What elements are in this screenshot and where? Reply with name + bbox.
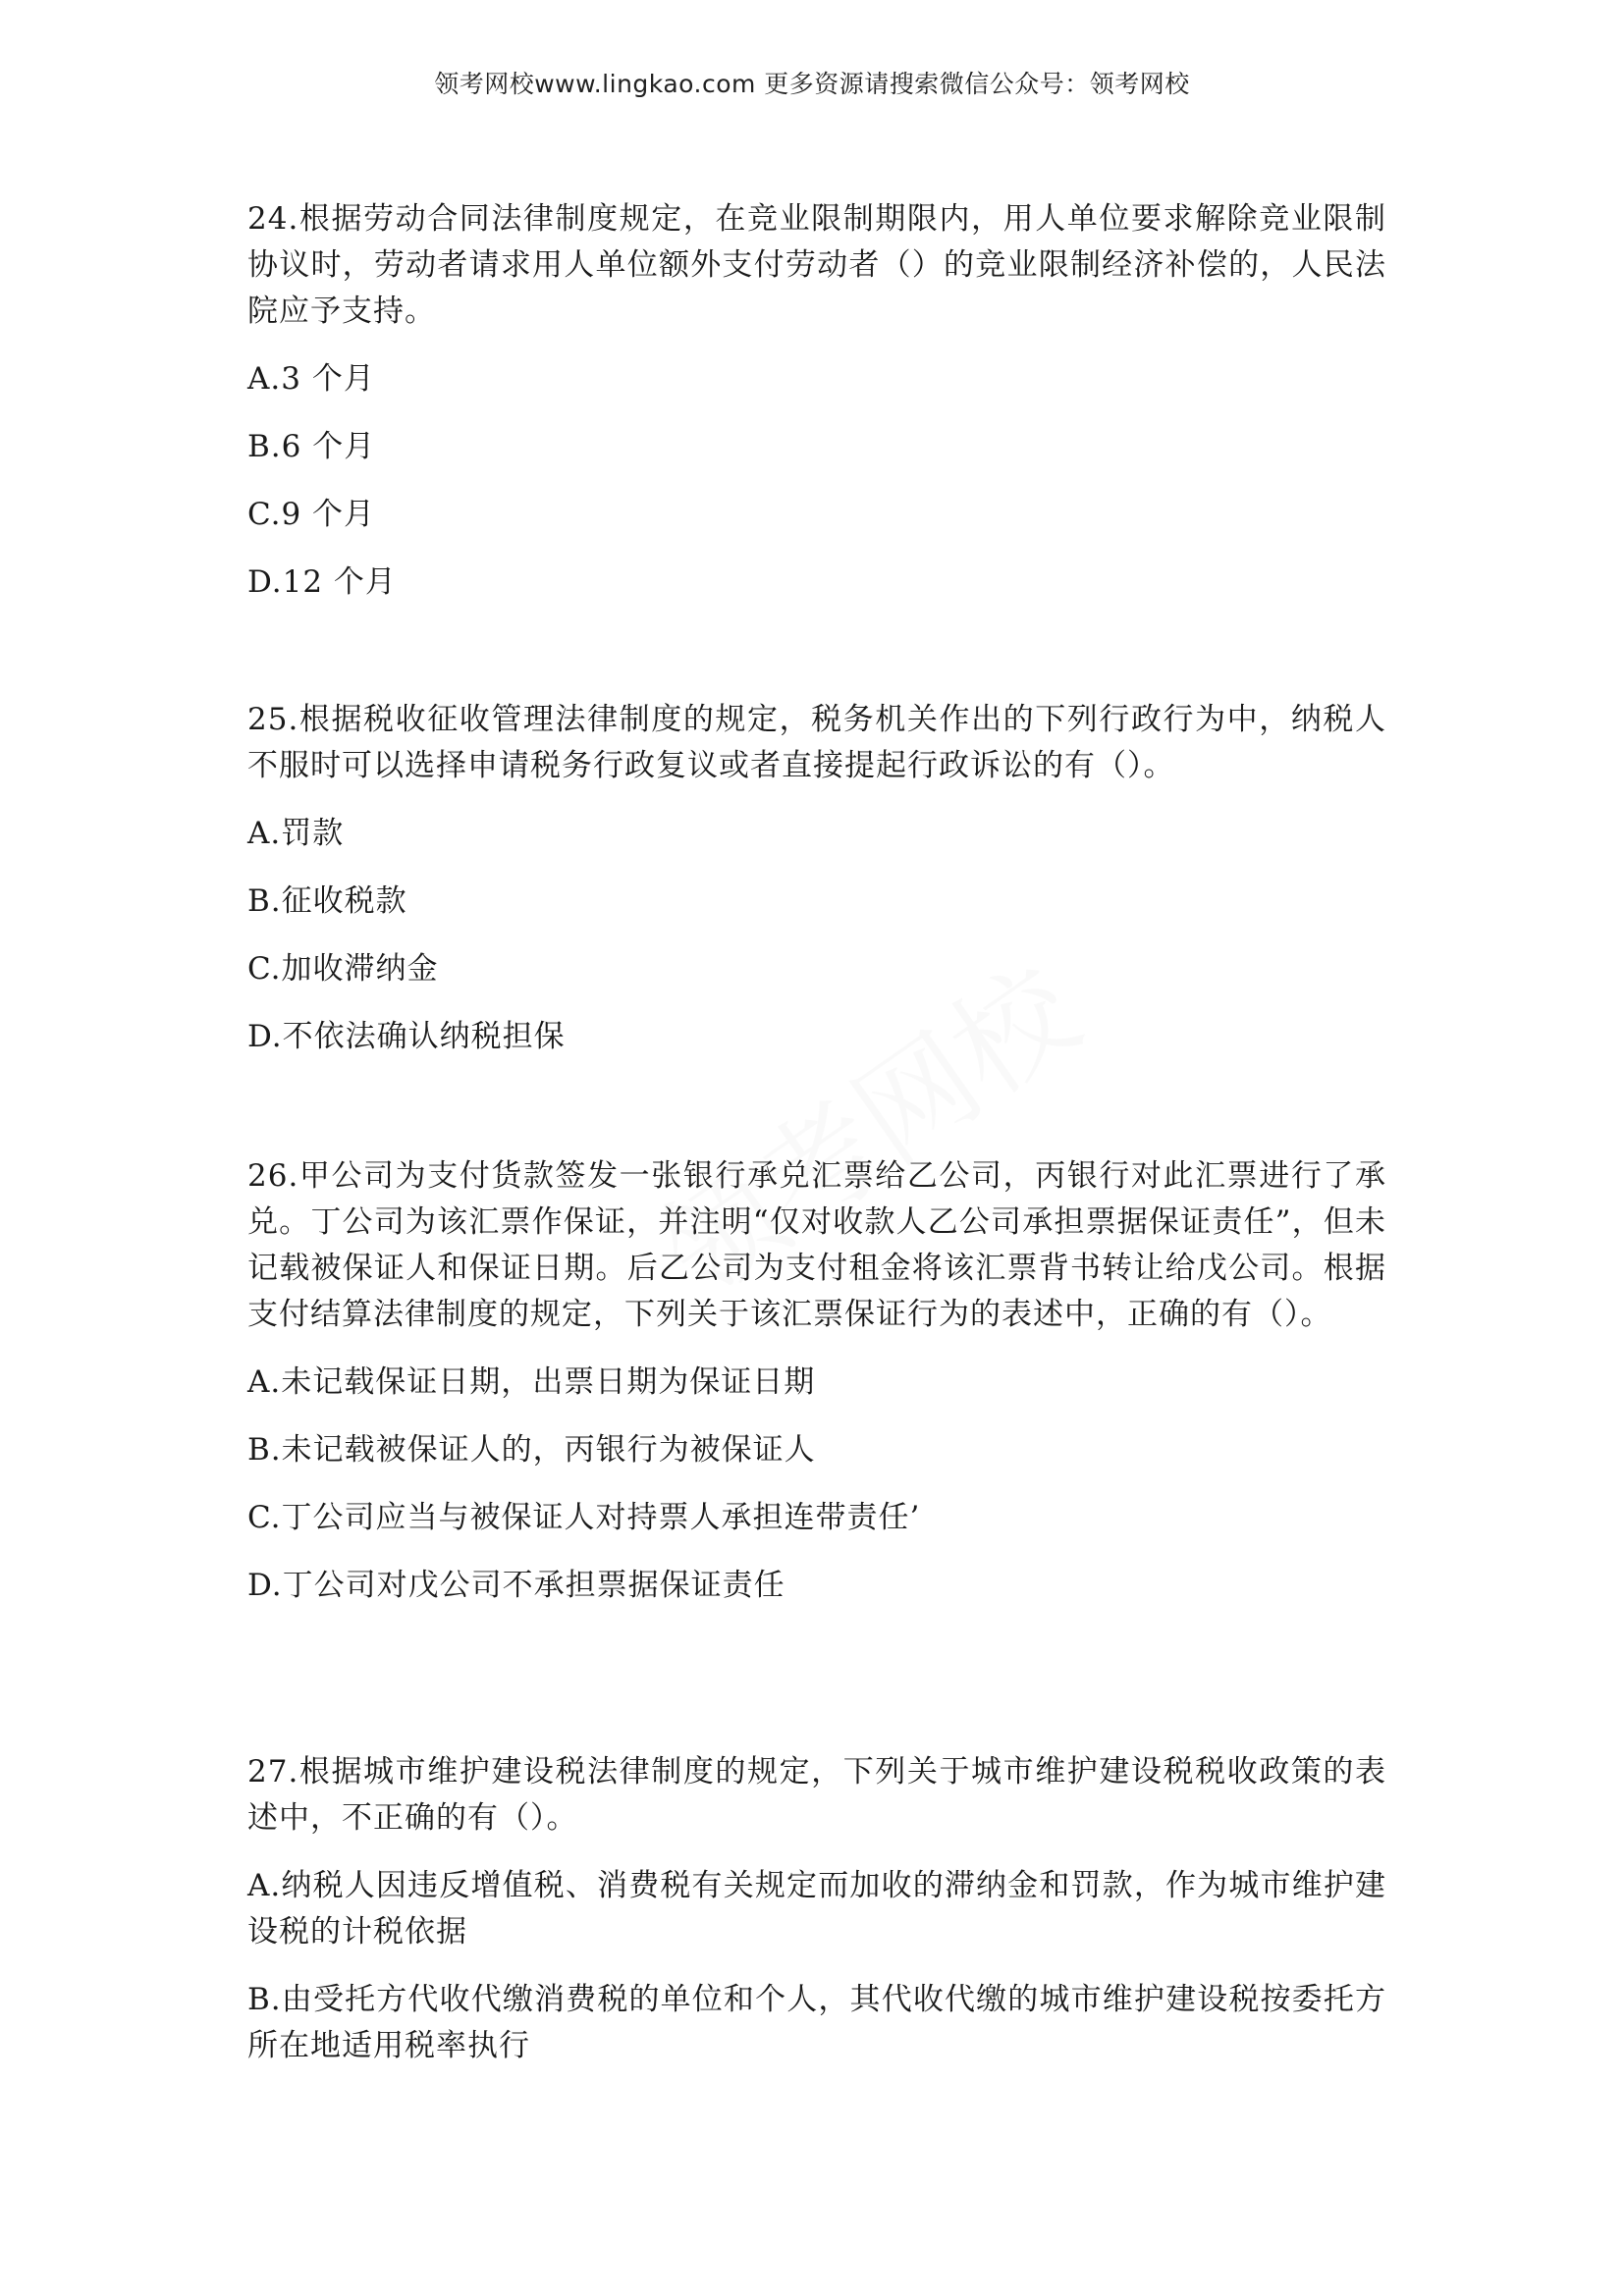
option-b: B.由受托方代收代缴消费税的单位和个人，其代收代缴的城市维护建设税按委托方所在地适用税率执行 bbox=[247, 1982, 1386, 2063]
option-d: D.12 个月 bbox=[247, 564, 397, 600]
option-b: B.6 个月 bbox=[247, 429, 376, 464]
option-b: B.未记载被保证人的，丙银行为被保证人 bbox=[247, 1432, 816, 1468]
option-a: A.纳税人因违反增值税、消费税有关规定而加收的滞纳金和罚款，作为城市维护建设税的计税依据 bbox=[247, 1868, 1386, 1949]
option-a: A.3 个月 bbox=[247, 361, 375, 397]
option-d: D.丁公司对戊公司不承担票据保证责任 bbox=[247, 1568, 785, 1603]
question-stem: 26.甲公司为支付货款签发一张银行承兑汇票给乙公司，丙银行对此汇票进行了承兑。丁公司为该汇票作保证，并注明“仅对收款人乙公司承担票据保证责任”，但未记载被保证人和保证日期。后乙公司为支付租金将该汇票背书转让给戊公司。根据支付结算法律制度的规定，下列关于该汇票保证行为的表述中，正确的有（）。 bbox=[247, 1158, 1386, 1332]
question-26 bbox=[247, 1153, 1386, 1609]
option-c: C.加收滞纳金 bbox=[247, 951, 439, 987]
question-stem: 24.根据劳动合同法律制度规定，在竞业限制期限内，用人单位要求解除竞业限制协议时，劳动者请求用人单位额外支付劳动者（）的竞业限制经济补偿的，人民法院应予支持。 bbox=[247, 201, 1386, 329]
option-c: C.丁公司应当与被保证人对持票人承担连带责任’ bbox=[247, 1500, 921, 1535]
option-c: C.9 个月 bbox=[247, 497, 376, 532]
option-b: B.征收税款 bbox=[247, 883, 407, 919]
option-a: A.罚款 bbox=[247, 816, 345, 851]
option-a: A.未记载保证日期，出票日期为保证日期 bbox=[247, 1364, 816, 1400]
question-25 bbox=[247, 697, 1386, 1060]
option-d: D.不依法确认纳税担保 bbox=[247, 1019, 566, 1054]
question-stem: 27.根据城市维护建设税法律制度的规定，下列关于城市维护建设税税收政策的表述中，不正确的有（）。 bbox=[247, 1754, 1386, 1836]
page-header: 领考网校www.lingkao.com 更多资源请搜索微信公众号：领考网校 bbox=[434, 70, 1190, 98]
question-24 bbox=[247, 196, 1386, 606]
question-stem: 25.根据税收征收管理法律制度的规定，税务机关作出的下列行政行为中，纳税人不服时可以选择申请税务行政复议或者直接提起行政诉讼的有（）。 bbox=[247, 702, 1386, 783]
question-27 bbox=[247, 1749, 1386, 2069]
